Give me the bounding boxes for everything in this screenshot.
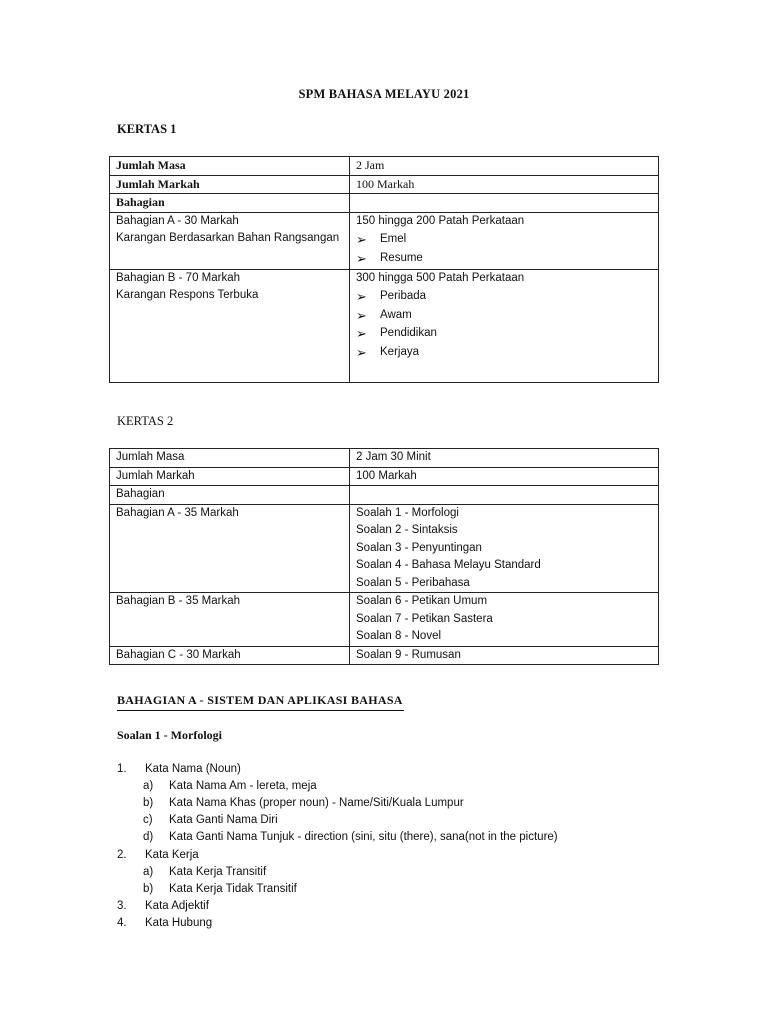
table-row (110, 486, 659, 505)
list-item: 2. Kata Kerja (117, 849, 199, 861)
soalan1-heading: Soalan 1 - Morfologi (117, 728, 222, 742)
bahagian-label: Bahagian (110, 194, 350, 213)
list-item: ➢ Resume (356, 250, 423, 266)
table-row (110, 593, 659, 647)
list-item: Soalan 3 - Penyuntingan (356, 541, 482, 554)
list-item: a) Kata Kerja Transitif (143, 866, 267, 878)
bahagian-label: Bahagian (110, 486, 350, 505)
kertas1-table (109, 156, 659, 383)
markah-label: Jumlah Markah (110, 175, 350, 194)
table-row (110, 449, 659, 468)
list-item: Soalan 5 - Peribahasa (356, 576, 470, 589)
section-heading: BAHAGIAN A - SISTEM DAN APLIKASI BAHASA (117, 693, 404, 711)
masa-value: 2 Jam (350, 157, 659, 176)
list-item: Soalan 2 - Sintaksis (356, 524, 458, 536)
bahagian-b-label: Bahagian B - 35 Markah (110, 593, 350, 647)
list-item: a) Kata Nama Am - lereta, meja (143, 780, 317, 792)
bahagian-c-label: Bahagian C - 30 Markah (110, 646, 350, 665)
arrow-bullet-icon: ➢ (356, 307, 367, 323)
bahagian-value (350, 486, 659, 505)
arrow-bullet-icon: ➢ (356, 250, 367, 266)
table-row (110, 504, 659, 593)
list-item: ➢ Awam (356, 307, 412, 323)
list-item: d) Kata Ganti Nama Tunjuk - direction (sini, situ (there), sana(not in the picture) (143, 831, 558, 843)
kertas1-heading: KERTAS 1 (117, 122, 177, 136)
list-item: Soalan 6 - Petikan Umum (356, 595, 488, 607)
list-item: ➢ Peribada (356, 289, 427, 305)
list-item: 1. Kata Nama (Noun) (117, 763, 241, 775)
table-row (110, 212, 659, 269)
table-row (110, 157, 659, 176)
markah-label: Jumlah Markah (110, 467, 350, 486)
list-item: Soalan 9 - Rumusan (356, 648, 461, 661)
masa-value: 2 Jam 30 Minit (350, 449, 659, 468)
list-item: ➢ Kerjaya (356, 344, 419, 360)
list-item: b) Kata Kerja Tidak Transitif (143, 883, 297, 895)
table-row (110, 269, 659, 382)
bahagian-value (350, 194, 659, 213)
bahagian-b-title: Bahagian B - 70 Markah (116, 271, 241, 284)
list-item: Soalan 4 - Bahasa Melayu Standard (356, 559, 541, 571)
masa-label: Jumlah Masa (110, 157, 350, 176)
bahagian-a-title: Bahagian A - 30 Markah (116, 214, 239, 227)
list-item: ➢ Emel (356, 232, 407, 248)
list-item: Soalan 8 - Novel (356, 630, 442, 642)
list-item: 3. Kata Adjektif (117, 900, 209, 912)
masa-label: Jumlah Masa (110, 449, 350, 468)
table-row (110, 194, 659, 213)
bahagian-b-desc: Karangan Respons Terbuka (116, 289, 259, 301)
bahagian-b-words: 300 hingga 500 Patah Perkataan (356, 271, 525, 284)
list-item: ➢ Pendidikan (356, 326, 437, 342)
table-row (110, 175, 659, 194)
bahagian-a-words: 150 hingga 200 Patah Perkataan (356, 214, 525, 227)
arrow-bullet-icon: ➢ (356, 289, 367, 305)
table-row (110, 646, 659, 665)
page-title: SPM BAHASA MELAYU 2021 (298, 87, 470, 101)
list-item: Soalan 7 - Petikan Sastera (356, 612, 493, 625)
markah-value: 100 Markah (350, 467, 659, 486)
table-row (110, 467, 659, 486)
kertas2-heading: KERTAS 2 (117, 414, 174, 428)
list-item: 4. Kata Hubung (117, 917, 213, 929)
bahagian-a-desc: Karangan Berdasarkan Bahan Rangsangan (116, 232, 340, 244)
list-item: b) Kata Nama Khas (proper noun) - Name/Siti/Kuala Lumpur (143, 797, 464, 809)
arrow-bullet-icon: ➢ (356, 232, 367, 248)
arrow-bullet-icon: ➢ (356, 326, 367, 342)
list-item: c) Kata Ganti Nama Diri (143, 814, 278, 826)
bahagian-a-label: Bahagian A - 35 Markah (110, 504, 350, 593)
markah-value: 100 Markah (350, 175, 659, 194)
arrow-bullet-icon: ➢ (356, 344, 367, 360)
list-item: Soalah 1 - Morfologi (356, 506, 459, 519)
kertas2-table (109, 448, 659, 665)
